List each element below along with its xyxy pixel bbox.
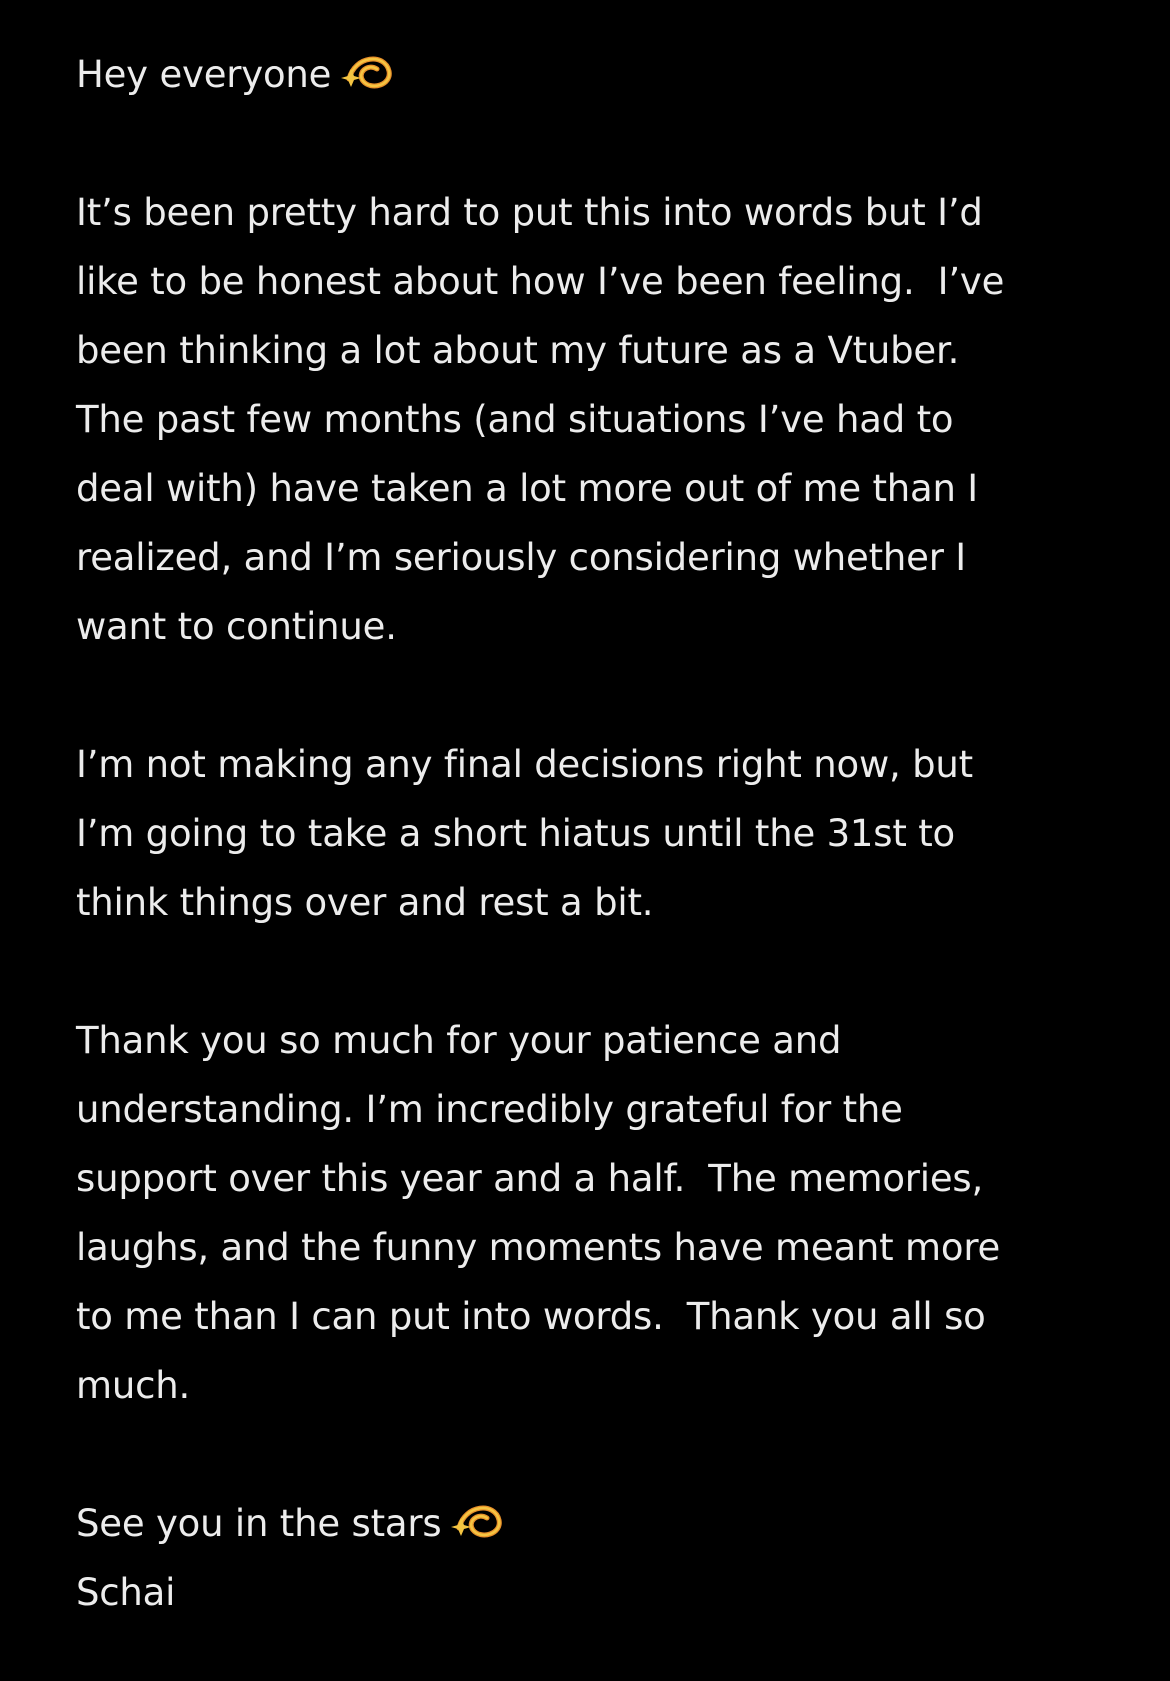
paragraph1-line: like to be honest about how I’ve been feeling. I’ve <box>76 260 1005 303</box>
paragraph3-line: much. <box>76 1364 191 1407</box>
greeting-line <box>76 40 1126 109</box>
signoff-line <box>76 1489 1126 1558</box>
paragraph3-line: support over this year and a half. The memories, <box>76 1157 984 1200</box>
paragraph-gap <box>76 109 1126 178</box>
paragraph3-line: laughs, and the funny moments have meant more <box>76 1226 1001 1269</box>
paragraph1-line: realized, and I’m seriously considering whether I <box>76 536 966 579</box>
greeting-text: Hey everyone <box>76 53 332 96</box>
paragraph1-line: been thinking a lot about my future as a Vtuber. <box>76 329 960 372</box>
signature: Schai <box>76 1571 176 1614</box>
paragraph2-line: I’m going to take a short hiatus until the 31st to <box>76 812 955 855</box>
paragraph1-line: want to continue. <box>76 605 397 648</box>
paragraph1-line: It’s been pretty hard to put this into words but I’d <box>76 191 983 234</box>
paragraph1-line: deal with) have taken a lot more out of me than I <box>76 467 978 510</box>
paragraph-gap <box>76 661 1126 730</box>
paragraph1-line: The past few months (and situations I’ve had to <box>76 398 954 441</box>
paragraph2-line: I’m not making any final decisions right now, but <box>76 743 973 786</box>
dizzy-star-icon <box>451 1498 505 1544</box>
paragraph-gap <box>76 937 1126 1006</box>
paragraph3-line: Thank you so much for your patience and <box>76 1019 842 1062</box>
paragraph-gap <box>76 1420 1126 1489</box>
signoff-text: See you in the stars <box>76 1502 442 1545</box>
note-body <box>76 40 1126 1627</box>
paragraph2-line: think things over and rest a bit. <box>76 881 654 924</box>
dizzy-star-icon <box>341 49 395 95</box>
paragraph3-line: understanding. I’m incredibly grateful for the <box>76 1088 903 1131</box>
paragraph3-line: to me than I can put into words. Thank you all so <box>76 1295 986 1338</box>
